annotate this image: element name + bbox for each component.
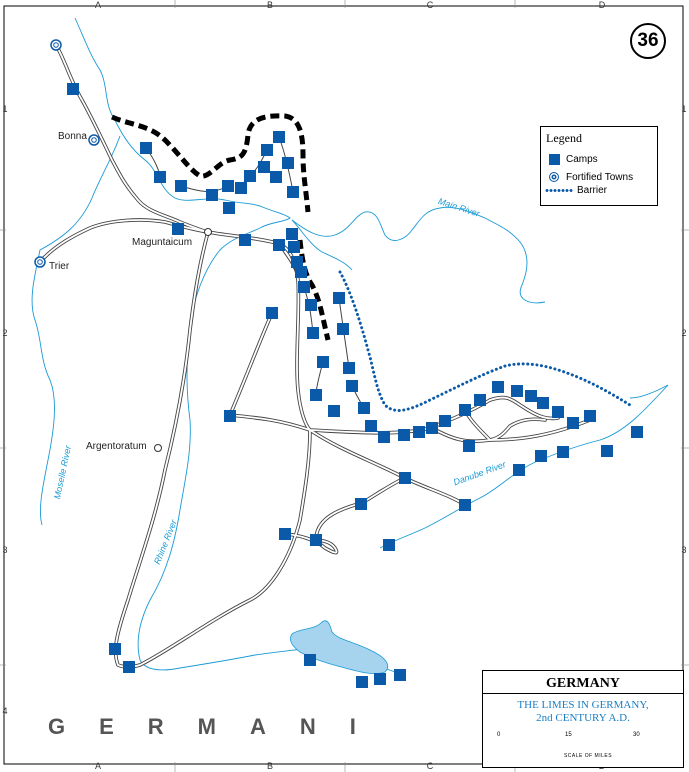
grid-col-b-bottom: B [266, 761, 273, 771]
grid-row-1: 1 [2, 104, 8, 114]
legend-label-fortified-towns: Fortified Towns [566, 171, 634, 183]
camp-square-icon [547, 153, 561, 165]
town-label-maguntaicum: Maguntaicum [132, 237, 193, 248]
roads-outer [40, 45, 590, 667]
camp-marker [584, 410, 596, 422]
camp-marker [426, 422, 438, 434]
roads-inner [40, 45, 590, 667]
camp-marker [511, 385, 523, 397]
scale-tick-30: 30 [633, 732, 640, 738]
camp-marker [358, 402, 370, 414]
camp-marker [317, 356, 329, 368]
fortified-town-circle-icon [547, 171, 561, 183]
fortified-town-marker [51, 40, 61, 50]
camp-marker [398, 429, 410, 441]
grid-col-c: C [426, 0, 434, 10]
camp-marker [286, 228, 298, 240]
camp-marker [413, 426, 425, 438]
river-label-rhine: Rhine River [152, 518, 179, 566]
grid-col-b: B [266, 0, 273, 10]
camp-marker [333, 292, 345, 304]
camp-marker [140, 142, 152, 154]
camp-marker [222, 180, 234, 192]
camp-marker [295, 266, 307, 278]
camp-marker [298, 281, 310, 293]
camp-marker [305, 299, 317, 311]
camp-marker [258, 161, 270, 173]
camp-marker [310, 534, 322, 546]
grid-row-2: 2 [2, 328, 8, 338]
camp-marker [525, 390, 537, 402]
camp-marker [383, 539, 395, 551]
camp-marker [239, 234, 251, 246]
camp-marker [266, 307, 278, 319]
grid-row-3-right: 3 [681, 545, 687, 555]
scale-label: SCALE OF MILES [563, 753, 613, 759]
town-marker [155, 445, 162, 452]
camp-marker [206, 189, 218, 201]
camp-marker [399, 472, 411, 484]
grid-col-c-bottom: C [426, 761, 434, 771]
camp-marker [67, 83, 79, 95]
camp-marker [337, 323, 349, 335]
camp-marker [492, 381, 504, 393]
map-subtitle-line2: 2nd CENTURY A.D. [536, 712, 630, 724]
camp-marker [346, 380, 358, 392]
camp-marker [356, 676, 368, 688]
barrier-dotted-line-icon [545, 189, 573, 192]
camp-marker [378, 431, 390, 443]
river-label-main: Main River [436, 196, 481, 219]
river-label-moselle: Moselle River [52, 444, 74, 501]
camp-marker [288, 241, 300, 253]
grid-col-d: D [598, 0, 606, 10]
town-label-bonna: Bonna [58, 131, 87, 142]
camp-marker [474, 394, 486, 406]
plate-number: 36 [630, 23, 666, 59]
camp-marker [439, 415, 451, 427]
camp-marker [365, 420, 377, 432]
camp-marker [172, 223, 184, 235]
legend-item-barrier [545, 185, 607, 196]
legend-label-camps: Camps [566, 153, 598, 165]
camp-marker [304, 654, 316, 666]
rivers [32, 18, 668, 672]
grid-row-1-right: 1 [681, 104, 687, 114]
grid-row-4: 4 [2, 706, 8, 716]
camp-marker [355, 498, 367, 510]
grid-col-a: A [94, 0, 101, 10]
region-label-germani: GERMANI [48, 714, 390, 739]
camp-marker [175, 180, 187, 192]
camp-marker [287, 186, 299, 198]
camp-marker [235, 182, 247, 194]
grid-row-2-right: 2 [681, 328, 687, 338]
town-marker [205, 229, 212, 236]
legend-title: Legend [546, 131, 582, 145]
camp-marker [459, 404, 471, 416]
camp-marker [224, 410, 236, 422]
camp-marker [270, 171, 282, 183]
title-divider [483, 693, 683, 694]
fortified-town-marker [35, 257, 45, 267]
grid-col-a-bottom: A [94, 761, 101, 771]
camp-marker [123, 661, 135, 673]
main-river [292, 207, 545, 303]
legend-item-fortified-towns [547, 171, 633, 183]
title-box [482, 670, 684, 768]
scale-tick-15: 15 [565, 732, 572, 738]
map-subtitle-line1: THE LIMES IN GERMANY, [517, 699, 649, 711]
barrier-line [340, 272, 630, 410]
legend [540, 126, 658, 206]
camp-marker [552, 406, 564, 418]
camp-marker [154, 171, 166, 183]
camp-marker [557, 446, 569, 458]
camp-marker [307, 327, 319, 339]
camp-marker [394, 669, 406, 681]
legend-item-camps [547, 153, 598, 165]
camp-marker [109, 643, 121, 655]
camp-marker [261, 144, 273, 156]
camp-marker [537, 397, 549, 409]
camp-marker [279, 528, 291, 540]
camp-marker [601, 445, 613, 457]
camp-marker [328, 405, 340, 417]
town-label-argentoratum: Argentoratum [86, 441, 147, 452]
grid-row-3: 3 [2, 545, 8, 555]
camp-marker [631, 426, 643, 438]
camp-marker [513, 464, 525, 476]
map-title: GERMANY [546, 676, 620, 691]
fortified-town-marker [89, 135, 99, 145]
camp-marker [273, 239, 285, 251]
moselle-river [32, 250, 54, 525]
scale-tick-0: 0 [497, 732, 501, 738]
camp-marker [223, 202, 235, 214]
camp-marker [459, 499, 471, 511]
camp-marker [273, 131, 285, 143]
river-label-danube: Danube River [452, 459, 508, 488]
camp-marker [244, 170, 256, 182]
camp-marker [567, 417, 579, 429]
legend-label-barrier: Barrier [577, 185, 608, 196]
town-label-trier: Trier [49, 261, 70, 272]
camp-marker [463, 440, 475, 452]
camp-marker [310, 389, 322, 401]
camp-marker [535, 450, 547, 462]
camp-marker [343, 362, 355, 374]
camp-marker [282, 157, 294, 169]
camp-marker [374, 673, 386, 685]
